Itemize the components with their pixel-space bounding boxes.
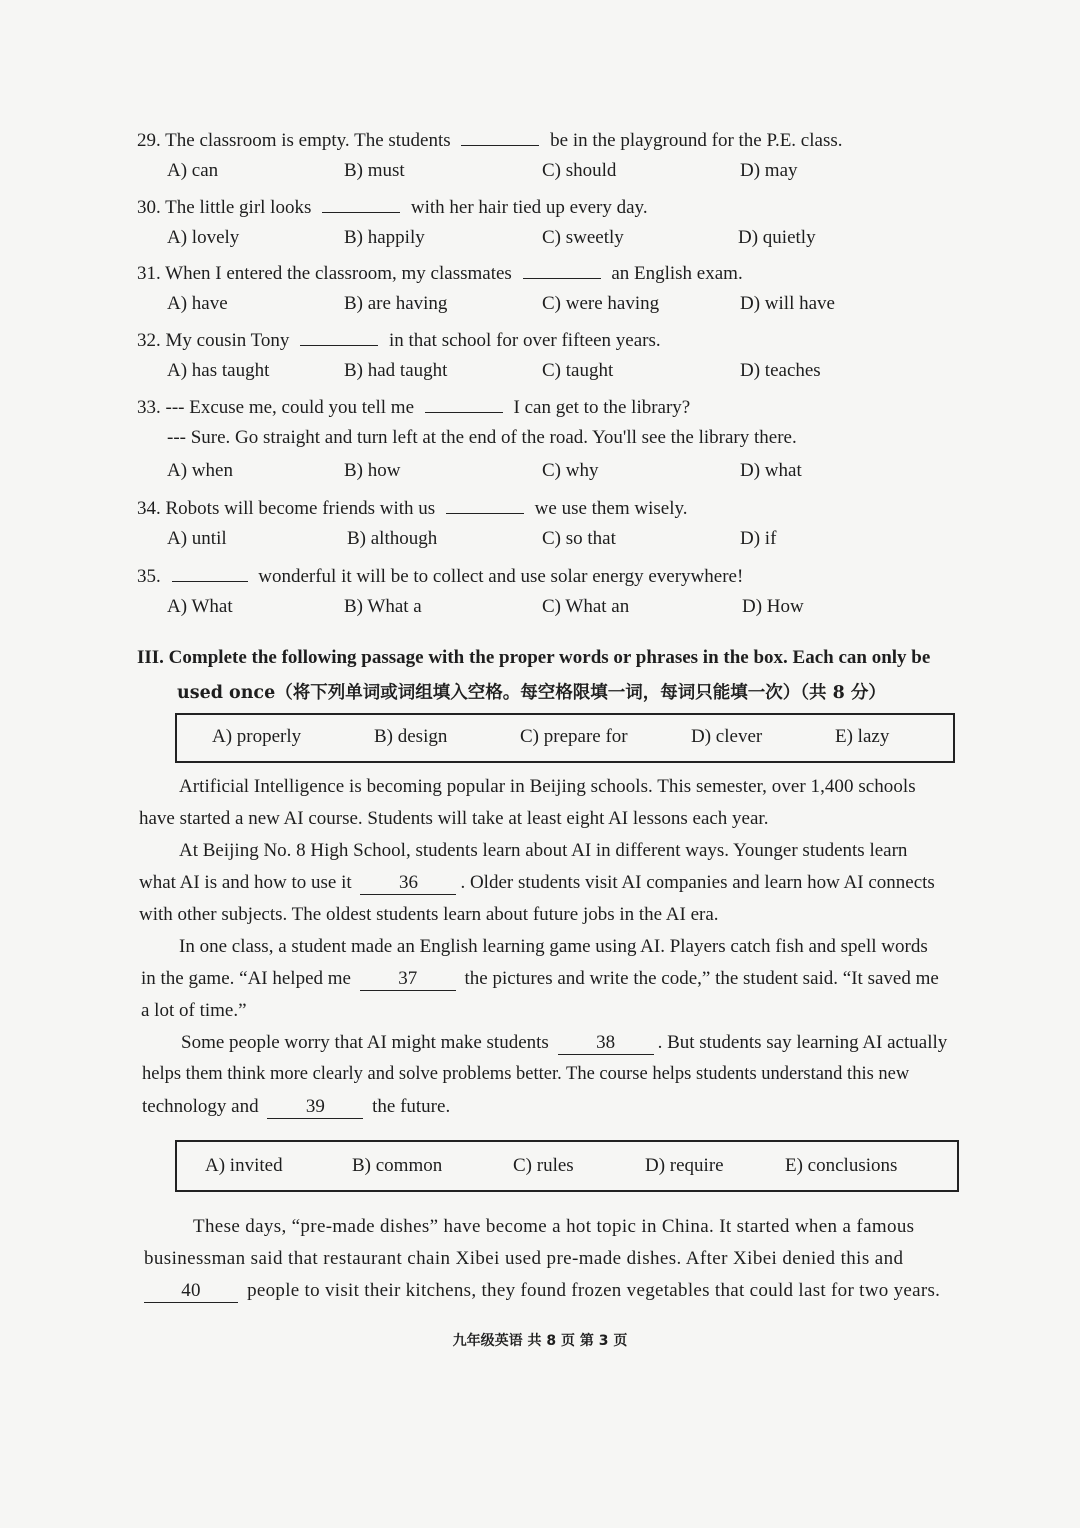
word-option: A) invited — [205, 1155, 283, 1176]
answer-blank — [446, 494, 524, 514]
option-b: B) What a — [344, 596, 422, 617]
question-text: wonderful it will be to collect and use solar energy everywhere! — [258, 566, 744, 587]
question-text: be in the playground for the P.E. class. — [550, 130, 843, 151]
word-option: E) conclusions — [785, 1155, 898, 1176]
answer-blank — [300, 326, 378, 346]
option-a: A) lovely — [167, 227, 240, 248]
option-d: D) what — [740, 460, 802, 481]
option-b: B) had taught — [344, 360, 448, 381]
question-text: I can get to the library? — [513, 397, 691, 418]
question-text: in that school for over fifteen years. — [388, 330, 661, 351]
question-32 — [137, 326, 661, 352]
question-number: 34. — [137, 498, 161, 519]
answer-blank — [523, 259, 601, 279]
option-d: D) will have — [740, 293, 835, 314]
word-option: C) prepare for — [520, 726, 628, 747]
question-text: --- Excuse me, could you tell me — [165, 397, 415, 418]
passage-line: with other subjects. The oldest students learn about future jobs in the AI era. — [139, 904, 719, 925]
option-a: A) until — [167, 528, 227, 549]
option-b: B) although — [347, 528, 438, 549]
question-number: 29. — [137, 130, 161, 151]
answer-blank — [322, 193, 400, 213]
word-option: C) rules — [513, 1155, 574, 1176]
question-35 — [137, 562, 743, 588]
question-number: 30. — [137, 197, 161, 218]
passage-line — [141, 968, 939, 991]
passage-line: At Beijing No. 8 High School, students learn about AI in different ways. Younger students learn — [179, 840, 908, 861]
option-c: C) were having — [542, 293, 660, 314]
word-option: B) common — [352, 1155, 443, 1176]
section-heading: III. Complete the following passage with the proper words or phrases in the box. Each can only be — [137, 647, 931, 668]
question-30 — [137, 193, 648, 219]
option-a: A) has taught — [167, 360, 270, 381]
option-a: A) when — [167, 460, 233, 481]
question-number: 31. — [137, 263, 161, 284]
passage-line: helps them think more clearly and solve problems better. The course helps students understand this new — [142, 1064, 910, 1084]
question-29 — [137, 126, 843, 152]
question-text: an English exam. — [611, 263, 743, 284]
option-c: C) should — [542, 160, 617, 181]
passage-line: businessman said that restaurant chain Xibei used pre-made dishes. After Xibei denied this and — [144, 1248, 904, 1269]
passage-line — [181, 1032, 947, 1055]
passage-line — [142, 1096, 450, 1119]
option-b: B) are having — [344, 293, 448, 314]
word-option: E) lazy — [835, 726, 890, 747]
passage-line — [144, 1280, 940, 1303]
passage-text: what AI is and how to use it — [139, 872, 352, 893]
question-number: 35. — [137, 566, 161, 587]
option-b: B) must — [344, 160, 405, 181]
passage-line: Artificial Intelligence is becoming popular in Beijing schools. This semester, over 1,400 schools — [179, 776, 916, 797]
option-d: D) quietly — [738, 227, 816, 248]
question-text: Robots will become friends with us — [165, 498, 436, 519]
word-box-2 — [175, 1140, 959, 1192]
passage-text: people to visit their kitchens, they found frozen vegetables that could last for two years. — [247, 1280, 941, 1301]
question-text: The classroom is empty. The students — [165, 130, 451, 151]
option-c: C) why — [542, 460, 599, 481]
passage-text: the pictures and write the code,” the student said. “It saved me — [464, 968, 939, 989]
passage-line: a lot of time.” — [141, 1000, 247, 1021]
blank-37: 37 — [360, 968, 456, 991]
passage-text: technology and — [142, 1096, 259, 1117]
passage-text: in the game. “AI helped me — [141, 968, 351, 989]
section-heading-instructions: used once（将下列单词或词组填入空格。每空格限填一词，每词只能填一次）（共 8 分） — [177, 683, 886, 703]
passage-text: the future. — [372, 1096, 451, 1117]
blank-39: 39 — [267, 1096, 363, 1119]
question-text: The little girl looks — [165, 197, 312, 218]
passage-line: In one class, a student made an English learning game using AI. Players catch fish and spell words — [179, 936, 928, 957]
question-31 — [137, 259, 743, 285]
option-c: C) What an — [542, 596, 630, 617]
dialogue-reply: --- Sure. Go straight and turn left at the end of the road. You'll see the library there. — [167, 427, 797, 448]
passage-text: Some people worry that AI might make students — [181, 1032, 549, 1053]
question-number: 33. — [137, 397, 161, 418]
passage-line: have started a new AI course. Students will take at least eight AI lessons each year. — [139, 808, 769, 829]
question-text: When I entered the classroom, my classmates — [165, 263, 512, 284]
option-c: C) sweetly — [542, 227, 624, 248]
answer-blank — [425, 393, 503, 413]
answer-blank — [461, 126, 539, 146]
word-option: D) clever — [691, 726, 763, 747]
question-34 — [137, 494, 688, 520]
word-option: A) properly — [212, 726, 302, 747]
option-a: A) What — [167, 596, 233, 617]
answer-blank — [172, 562, 248, 582]
option-b: B) happily — [344, 227, 425, 248]
option-b: B) how — [344, 460, 401, 481]
option-d: D) if — [740, 528, 777, 549]
passage-line — [139, 872, 935, 895]
question-number: 32. — [137, 330, 161, 351]
question-33 — [137, 393, 690, 419]
option-c: C) taught — [542, 360, 614, 381]
option-d: D) may — [740, 160, 798, 181]
question-text: My cousin Tony — [165, 330, 290, 351]
word-option: B) design — [374, 726, 448, 747]
option-a: A) have — [167, 293, 228, 314]
question-text: with her hair tied up every day. — [410, 197, 648, 218]
blank-40: 40 — [144, 1280, 238, 1303]
passage-text: . Older students visit AI companies and learn how AI connects — [460, 872, 935, 893]
option-d: D) How — [742, 596, 804, 617]
blank-36: 36 — [360, 872, 456, 895]
page-footer: 九年级英语 共 8 页 第 3 页 — [452, 1333, 628, 1349]
option-a: A) can — [167, 160, 219, 181]
option-c: C) so that — [542, 528, 616, 549]
word-option: D) require — [645, 1155, 724, 1176]
word-box-1 — [175, 713, 955, 763]
blank-38: 38 — [558, 1032, 654, 1055]
passage-line: These days, “pre-made dishes” have become a hot topic in China. It started when a famous — [193, 1216, 915, 1237]
option-d: D) teaches — [740, 360, 821, 381]
passage-text: . But students say learning AI actually — [657, 1032, 948, 1053]
question-text: we use them wisely. — [534, 498, 688, 519]
